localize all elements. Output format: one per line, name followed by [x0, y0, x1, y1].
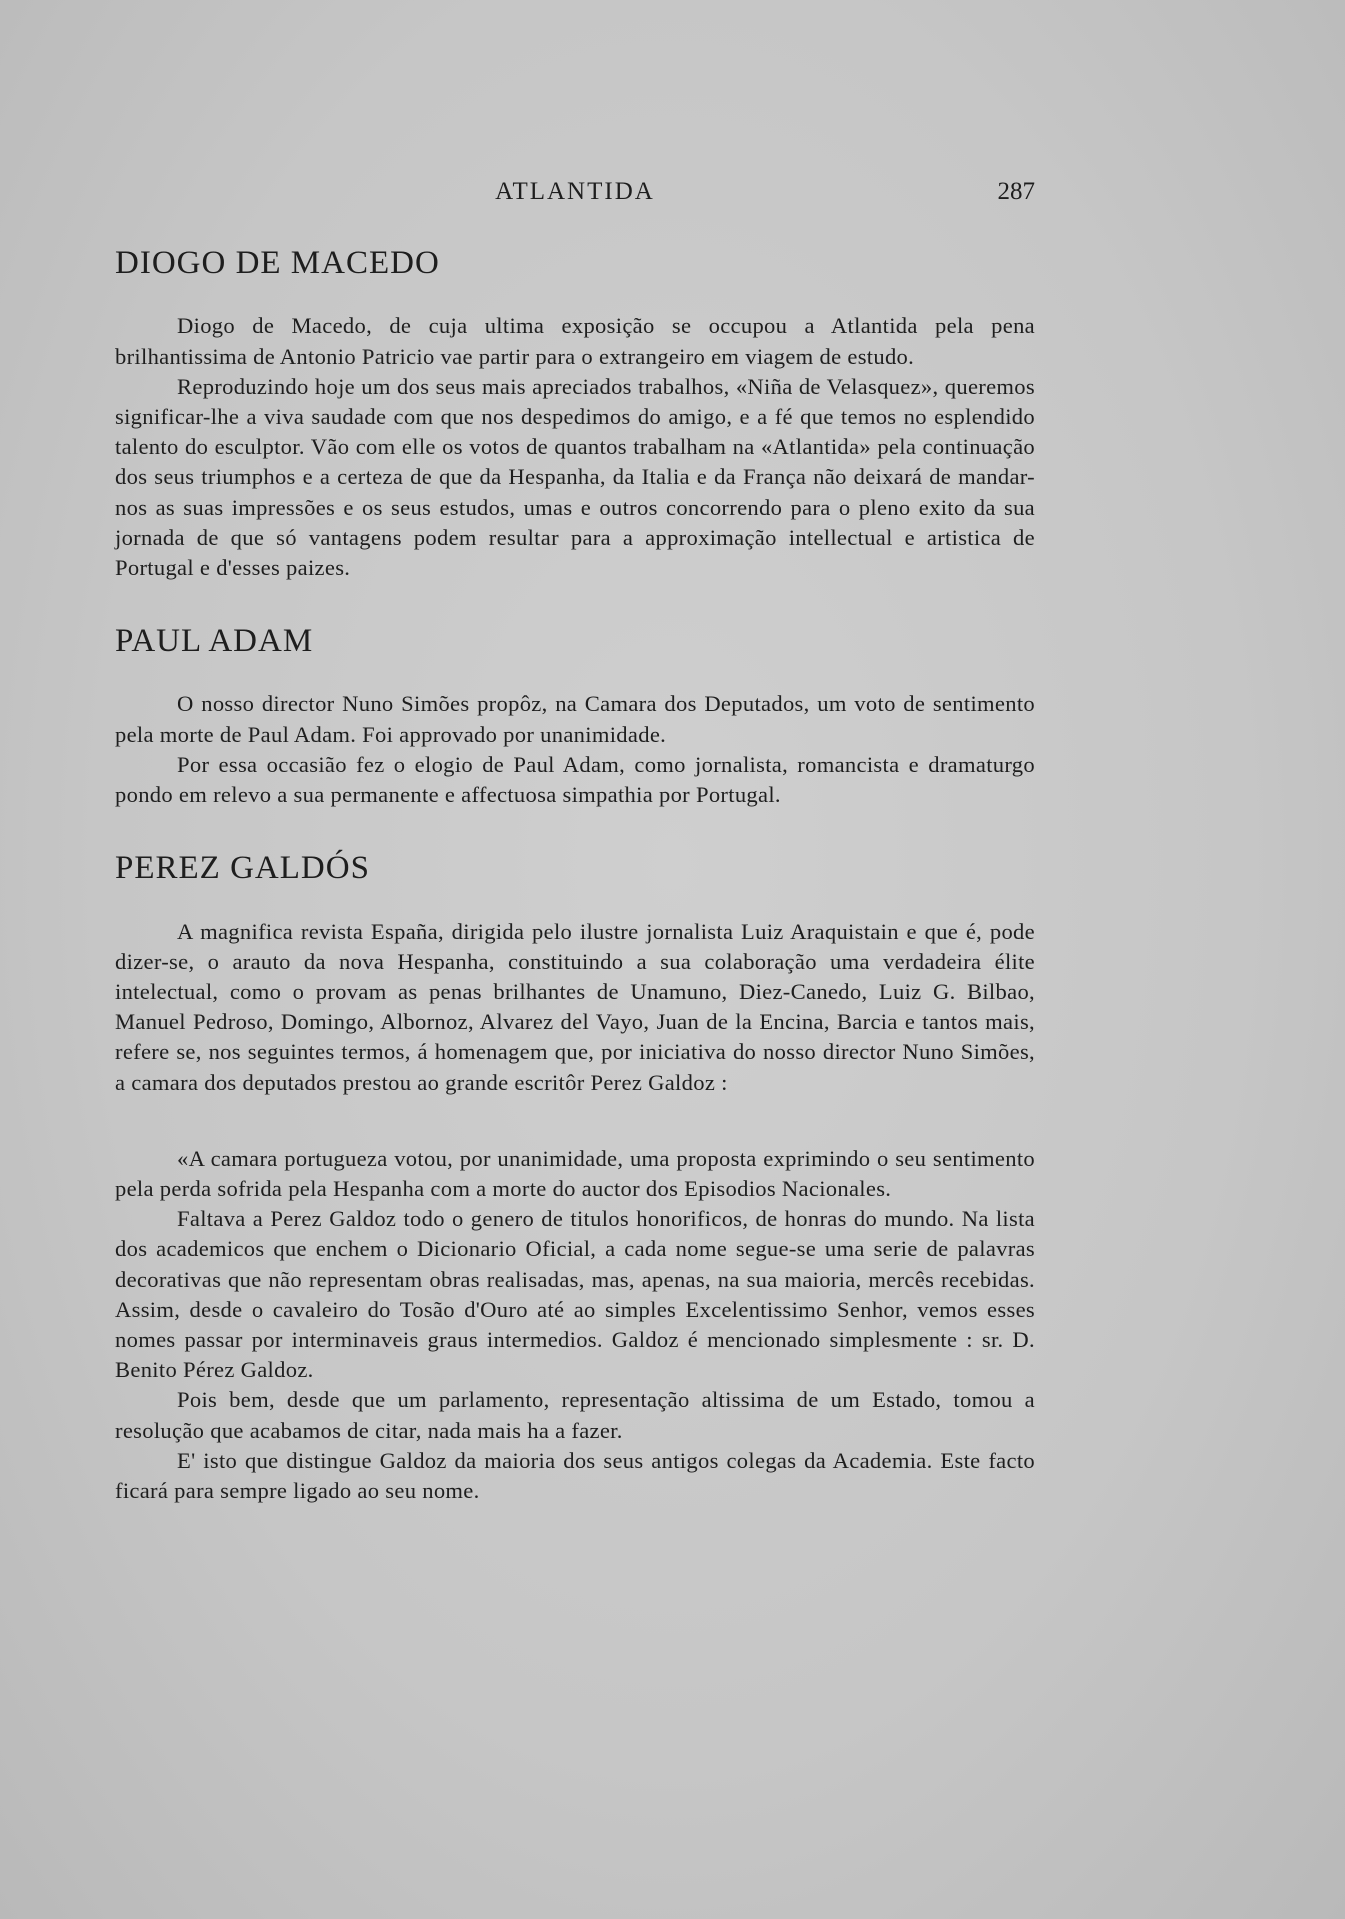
- section-diogo-de-macedo: [115, 245, 1035, 583]
- running-head: [115, 178, 1035, 212]
- quote-paragraph: E' isto que distingue Galdoz da maioria dos seus antigos colegas da Academia. Este facto ficará para sempre ligado ao seu nome.: [115, 1447, 1035, 1503]
- page-number: 287: [997, 178, 1035, 205]
- paragraph: Por essa occasião fez o elogio de Paul Adam, como jornalista, romancista e dramaturgo pondo em relevo a sua permanente e affectuosa simpathia por Portugal.: [115, 751, 1035, 808]
- quote-block: [115, 1144, 1035, 1506]
- paragraph: Diogo de Macedo, de cuja ultima exposição se occupou a Atlantida pela pena brilhantissima de Antonio Patricio vae partir para o extrangeiro em viagem de estudo.: [115, 313, 1035, 369]
- paragraph: A magnifica revista España, dirigida pelo ilustre jornalista Luiz Araquistain e que é, pode dizer-se, o arauto da nova Hespanha, constituindo a sua colaboração uma verdadeira élite intelectual, como o provam as penas brilhantes de Unamuno, Diez-Canedo, Luiz G. Bilbao, Manuel Pedroso, Domingo, Albornoz, Alvarez del Vayo, Juan de la Encina, Barcia e tantos mais, refere se, nos seguintes termos, á homenagem que, por iniciativa do nosso director Nuno Simões, a camara dos deputados prestou ao grande escritôr Perez Galdoz :: [115, 918, 1035, 1095]
- quote-paragraph: Pois bem, desde que um parlamento, representação altissima de um Estado, tomou a resolução que acabamos de citar, nada mais ha a fazer.: [115, 1387, 1035, 1443]
- section-heading: PEREZ GALDÓS: [115, 850, 370, 887]
- article-content: [115, 245, 1035, 1546]
- quote-paragraph: Faltava a Perez Galdoz todo o genero de titulos honorificos, de honras do mundo. Na lista dos academicos que enchem o Dicionario Oficial, a cada nome segue-se uma serie de palavras decorativas que não representam obras realisadas, mas, apenas, na sua maioria, mercês recebidas. Assim, desde o cavaleiro do Tosão d'Ouro até ao simples Excelentissimo Senhor, vemos esses nomes passar por interminaveis graus intermedios. Galdoz é mencionado simplesmente : sr. D. Benito Pérez Galdoz.: [115, 1206, 1035, 1383]
- section-heading: PAUL ADAM: [115, 623, 314, 660]
- running-title: ATLANTIDA: [495, 178, 655, 205]
- quote-paragraph: «A camara portugueza votou, por unanimidade, uma proposta exprimindo o seu sentimento pela perda sofrida pela Hespanha com a morte do auctor dos Episodios Nacionales.: [115, 1145, 1035, 1201]
- section-perez-galdos: [115, 850, 1035, 1506]
- section-paul-adam: [115, 623, 1035, 810]
- section-heading: DIOGO DE MACEDO: [115, 245, 440, 281]
- paragraph: Reproduzindo hoje um dos seus mais apreciados trabalhos, «Niña de Velasquez», queremos significar-lhe a viva saudade com que nos despedimos do amigo, e a fé que temos no esplendido talento do esculptor. Vão com elle os votos de quantos trabalham na «Atlantida» pela continuação dos seus triumphos e a certeza de que da Hespanha, da Italia e da França não deixará de mandar-nos as suas impressões e os seus estudos, umas e outros concorrendo para o pleno exito da sua jornada de que só vantagens podem resultar para a approximação intellectual e artistica de Portugal e d'esses paizes.: [115, 373, 1035, 580]
- paragraph: O nosso director Nuno Simões propôz, na Camara dos Deputados, um voto de sentimento pela morte de Paul Adam. Foi approvado por unanimidade.: [115, 691, 1035, 747]
